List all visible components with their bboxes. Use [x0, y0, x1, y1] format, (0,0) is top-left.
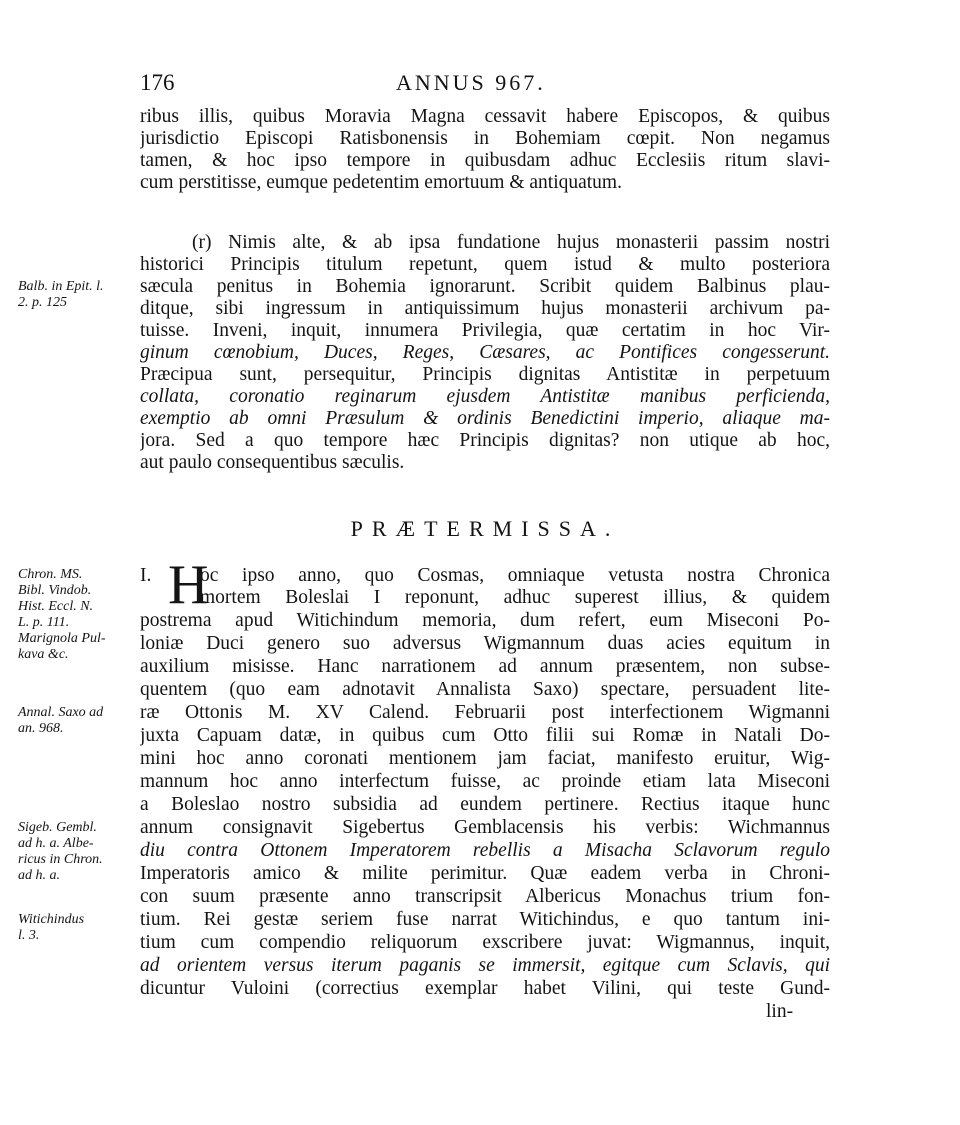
- text-line: tamen, & hoc ipso tempore in quibusdam adhuc Ecclesiis ritum slavi-: [140, 150, 830, 171]
- text-line: ræ Ottonis M. XV Calend. Februarii post interfectionem Wigmanni: [140, 702, 830, 723]
- drop-cap: H: [168, 554, 209, 616]
- text-line: quentem (quo eam adnotavit Annalista Saxo) spectare, persuadent lite-: [140, 679, 830, 700]
- margin-line: L. p. 111.: [18, 615, 70, 630]
- margin-line: ad h. a.: [18, 868, 60, 883]
- text-line: a Boleslao nostro subsidia ad eundem pertinere. Rectius itaque hunc: [140, 794, 830, 815]
- catchword: lin-: [766, 1001, 794, 1022]
- text-line: loniæ Duci genero suo adversus Wigmannum duas acies equitum in: [140, 633, 830, 654]
- margin-line: 2. p. 125: [18, 295, 67, 310]
- text-line: historici Principis titulum repetunt, quem istud & multo posteriora: [140, 254, 830, 275]
- text-line: diu contra Ottonem Imperatorem rebellis a Misacha Sclavorum regulo: [140, 840, 830, 861]
- margin-note-sigebertus: [18, 820, 140, 884]
- running-head: ANNUS 967.: [396, 70, 546, 95]
- text-line: con suum præsente anno transcripsit Albericus Monachus trium fon-: [140, 886, 830, 907]
- text-line: collata, coronatio reginarum ejusdem Antistitæ manibus perficienda,: [140, 386, 830, 407]
- page-header: [140, 70, 830, 100]
- text-line: (r) Nimis alte, & ab ipsa fundatione hujus monasterii passim nostri: [192, 232, 830, 253]
- text-line: mini hoc anno coronati mentionem jam faciat, manifesto eruitur, Wig-: [140, 748, 830, 769]
- margin-line: Hist. Eccl. N.: [18, 599, 94, 614]
- margin-line: an. 968.: [18, 721, 64, 736]
- text-line: dicuntur Vuloini (correctius exemplar habet Vilini, qui teste Gund-: [140, 978, 830, 999]
- margin-line: Bibl. Vindob.: [18, 583, 92, 598]
- margin-line: Witichindus: [18, 912, 85, 927]
- margin-note-balbinus: [18, 279, 140, 311]
- text-line: Imperatoris amico & milite perimitur. Quæ eadem verba in Chroni-: [140, 863, 830, 884]
- text-line: tium cum compendio reliquorum exscribere juvat: Wigmannus, inquit,: [140, 932, 830, 953]
- text-line: ad orientem versus iterum paganis se immersit, egitque cum Sclavis, qui: [140, 955, 830, 976]
- text-line: annum consignavit Sigebertus Gemblacensis his verbis: Wichmannus: [140, 817, 830, 838]
- margin-line: l. 3.: [18, 928, 40, 943]
- margin-note-witichindus: [18, 912, 140, 944]
- text-line: cum perstitisse, eumque pedetentim emortuum & antiquatum.: [140, 172, 622, 193]
- text-line: aut paulo consequentibus sæculis.: [140, 452, 405, 473]
- text-line: tuisse. Inveni, inquit, innumera Privilegia, quæ certatim in hoc Vir-: [140, 320, 830, 341]
- margin-line: Balb. in Epit. l.: [18, 279, 104, 294]
- text-line: exemptio ab omni Præsulum & ordinis Benedictini imperio, aliaque ma-: [140, 408, 830, 429]
- margin-line: ad h. a. Albe-: [18, 836, 94, 851]
- text-line: auxilium misisse. Hanc narrationem ad annum præsentem, non subse-: [140, 656, 830, 677]
- text-line: sæcula penitus in Bohemia ignorarunt. Scribit quidem Balbinus plau-: [140, 276, 830, 297]
- margin-note-chron: [18, 567, 140, 663]
- text-line: juxta Capuam datæ, in quibus cum Otto filii sui Romæ in Natali Do-: [140, 725, 830, 746]
- margin-line: Annal. Saxo ad: [18, 705, 104, 720]
- margin-line: kava &c.: [18, 647, 69, 662]
- margin-line: ricus in Chron.: [18, 852, 103, 867]
- text-line: Præcipua sunt, persequitur, Principis dignitas Antistitæ in perpetuum: [140, 364, 830, 385]
- text-line: ditque, sibi ingressum in antiquissimum hujus monasterii archivum pa-: [140, 298, 830, 319]
- page-number: 176: [140, 70, 175, 95]
- text-line: mannum hoc anno interfectum fuisse, ac proinde etiam lata Miseconi: [140, 771, 830, 792]
- text-line: jora. Sed a quo tempore hæc Principis dignitas? non utique ab hoc,: [140, 430, 830, 451]
- text-line: mortem Boleslai I reponunt, adhuc superest illius, & quidem: [200, 587, 830, 608]
- margin-line: Marignola Pul-: [18, 631, 106, 646]
- text-line: postrema apud Witichindum memoria, dum refert, eum Miseconi Po-: [140, 610, 830, 631]
- margin-note-annalista: [18, 705, 140, 737]
- margin-line: Chron. MS.: [18, 567, 83, 582]
- text-line: tium. Rei gestæ seriem fuse narrat Witichindus, e quo tantum ini-: [140, 909, 830, 930]
- paragraph-number: I.: [140, 565, 152, 586]
- text-line: jurisdictio Episcopi Ratisbonensis in Bohemiam cœpit. Non negamus: [140, 128, 830, 149]
- section-title: PRÆTERMISSA.: [350, 516, 620, 541]
- margin-line: Sigeb. Gembl.: [18, 820, 97, 835]
- text-line: ginum cœnobium, Duces, Reges, Cæsares, ac Pontifices congesserunt.: [140, 342, 830, 363]
- text-line: oc ipso anno, quo Cosmas, omniaque vetusta nostra Chronica: [200, 565, 830, 586]
- text-line: ribus illis, quibus Moravia Magna cessavit habere Episcopos, & quibus: [140, 106, 830, 127]
